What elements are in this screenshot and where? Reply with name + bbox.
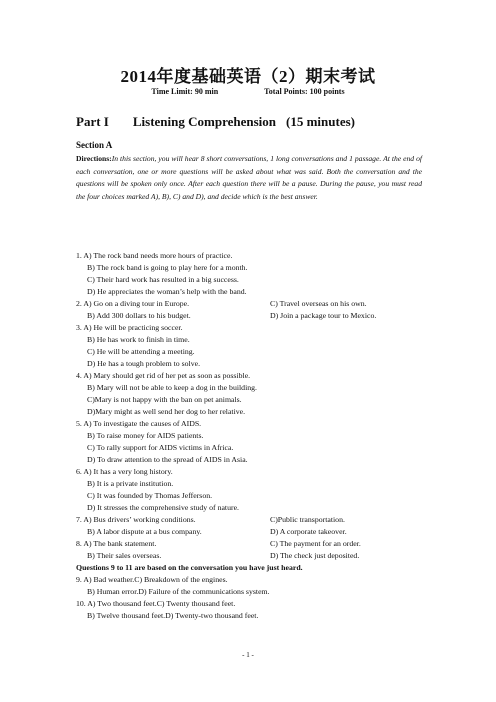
part-duration: (15 minutes) <box>286 114 355 129</box>
question-line: B) Twelve thousand feet.D) Twenty-two thousand feet. <box>87 611 259 620</box>
directions-lead: Directions: <box>76 154 112 163</box>
question-line: 6. A) It has a very long history. <box>76 467 173 476</box>
question-line: C)Mary is not happy with the ban on pet animals. <box>87 395 242 404</box>
section-heading: Section A <box>76 140 113 150</box>
question-line: C) Their hard work has resulted in a big success. <box>87 275 239 284</box>
question-line: B) A labor dispute at a bus company. <box>87 527 202 536</box>
question-line: 8. A) The bank statement. <box>76 539 157 548</box>
question-line: B) Their sales overseas. <box>87 551 162 560</box>
question-line: D) He appreciates the woman’s help with the band. <box>87 287 247 296</box>
question-line: C) It was founded by Thomas Jefferson. <box>87 491 213 500</box>
question-line: B) Add 300 dollars to his budget. <box>87 311 191 320</box>
question-line: B) It is a private institution. <box>87 479 174 488</box>
page-number: - 1 - <box>242 651 254 659</box>
question-line: C) The payment for an order. <box>270 539 361 548</box>
question-line: D) The check just deposited. <box>270 551 360 560</box>
part-heading <box>76 114 355 130</box>
question-line: C)Public transportation. <box>270 515 345 524</box>
time-limit: Time Limit: 90 min <box>151 87 219 96</box>
total-points: Total Points: 100 points <box>264 87 345 96</box>
question-line: D) To draw attention to the spread of AIDS in Asia. <box>87 455 248 464</box>
question-line: 9. A) Bad weather.C) Breakdown of the engines. <box>76 575 228 584</box>
question-line: B) Human error.D) Failure of the communications system. <box>87 587 270 596</box>
question-line: D) It stresses the comprehensive study of nature. <box>87 503 239 512</box>
question-line: 1. A) The rock band needs more hours of practice. <box>76 251 233 260</box>
question-line: B) To raise money for AIDS patients. <box>87 431 204 440</box>
directions-paragraph <box>76 153 422 203</box>
question-line: B) The rock band is going to play here for a month. <box>87 263 248 272</box>
question-line: 5. A) To investigate the causes of AIDS. <box>76 419 202 428</box>
directions-text: In this section, you will hear 8 short conversations, 1 long conversations and 1 passage. At the end of each conversation, one or more questions will be asked about what was said. Both the conversation and the questions will be spoken only once. After each question there will be a pause. During the pause, you must read the four choices marked A), B), C) and D), and decide which is the best answer. <box>76 154 422 201</box>
part-name: Listening Comprehension <box>132 114 277 129</box>
question-line: B) Mary will not be able to keep a dog in the building. <box>87 383 257 392</box>
part-label: Part I <box>76 114 109 129</box>
question-line: 10. A) Two thousand feet.C) Twenty thousand feet. <box>76 599 236 608</box>
question-line: C) To rally support for AIDS victims in Africa. <box>87 443 234 452</box>
question-line: 2. A) Go on a diving tour in Europe. <box>76 299 190 308</box>
question-line: C) Travel overseas on his own. <box>270 299 367 308</box>
question-line: D) He has a tough problem to solve. <box>87 359 201 368</box>
question-line: D) A corporate takeover. <box>270 527 347 536</box>
exam-subtitle <box>0 87 496 96</box>
question-group-heading: Questions 9 to 11 are based on the conversation you have just heard. <box>76 563 303 572</box>
question-line: 4. A) Mary should get rid of her pet as soon as possible. <box>76 371 251 380</box>
question-line: C) He will be attending a meeting. <box>87 347 195 356</box>
question-line: 7. A) Bus drivers’ working conditions. <box>76 515 196 524</box>
question-line: 3. A) He will be practicing soccer. <box>76 323 183 332</box>
question-line: B) He has work to finish in time. <box>87 335 190 344</box>
question-line: D) Join a package tour to Mexico. <box>270 311 377 320</box>
exam-title: 2014年度基础英语（2）期末考试 <box>120 67 376 86</box>
question-line: D)Mary might as well send her dog to her relative. <box>87 407 246 416</box>
